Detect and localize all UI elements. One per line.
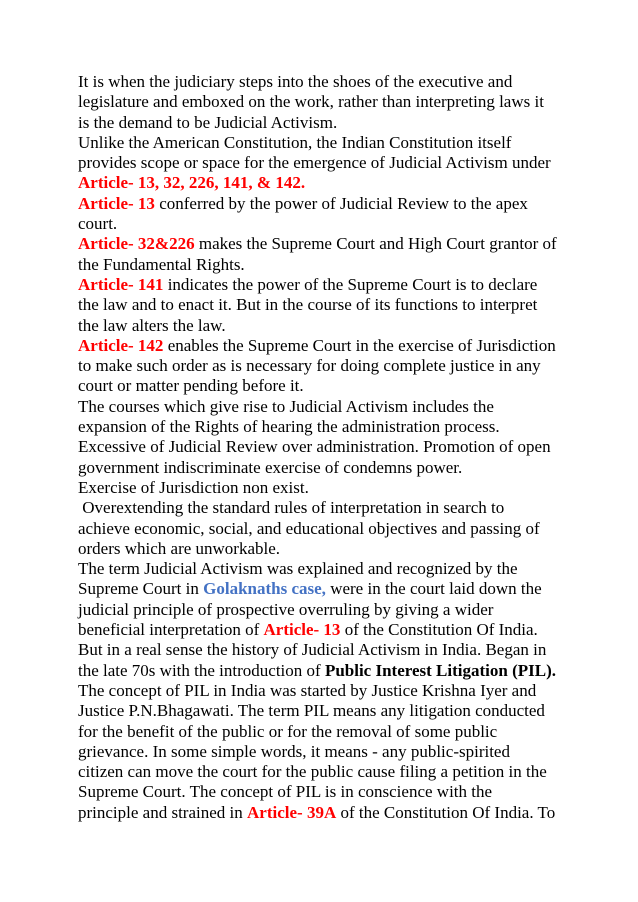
text-line [78, 437, 578, 457]
text-line [78, 722, 578, 742]
text-segment: Supreme Court in [78, 579, 204, 599]
text-segment: to make such order as is necessary for doing complete justice in any [78, 356, 541, 376]
text-line [78, 133, 578, 153]
text-line [78, 640, 578, 660]
bold-term: Public Interest Litigation (PIL). [324, 660, 557, 680]
document-page [78, 72, 578, 823]
text-segment: were in the court laid down the [325, 579, 542, 599]
text-line [78, 316, 578, 336]
text-line [78, 336, 578, 356]
text-line [78, 600, 578, 620]
text-segment: of the Constitution Of India. To [336, 802, 556, 822]
text-line [78, 681, 578, 701]
text-segment: the Fundamental Rights. [78, 254, 245, 274]
text-segment: of the Constitution Of India. [340, 620, 538, 640]
text-line [78, 579, 578, 599]
text-segment: Excessive of Judicial Review over administration. Promotion of open [78, 437, 551, 457]
text-line [78, 539, 578, 559]
text-segment: Justice P.N.Bhagawati. The term PIL means any litigation conducted [78, 701, 545, 721]
text-line [78, 742, 578, 762]
text-line [78, 762, 578, 782]
text-segment: The courses which give rise to Judicial Activism includes the [78, 396, 494, 416]
text-line [78, 234, 578, 254]
text-segment: Overextending the standard rules of interpretation in search to [78, 498, 505, 518]
text-line [78, 559, 578, 579]
text-line [78, 356, 578, 376]
text-segment: the late 70s with the introduction of [78, 660, 325, 680]
text-line [78, 397, 578, 417]
text-segment: grievance. In some simple words, it means - any public-spirited [78, 741, 510, 761]
text-line [78, 153, 578, 173]
text-segment: indicates the power of the Supreme Court is to declare [163, 274, 538, 294]
text-line [78, 498, 578, 518]
text-segment: is the demand to be Judicial Activism. [78, 112, 338, 132]
text-segment: orders which are unworkable. [78, 538, 281, 558]
text-line [78, 214, 578, 234]
text-segment: judicial principle of prospective overruling by giving a wider [78, 599, 494, 619]
text-line [78, 72, 578, 92]
text-line [78, 376, 578, 396]
text-line [78, 255, 578, 275]
text-segment: beneficial interpretation of [78, 620, 264, 640]
text-line [78, 519, 578, 539]
text-segment: Unlike the American Constitution, the Indian Constitution itself [78, 132, 512, 152]
text-segment: principle and strained in [78, 802, 248, 822]
text-segment: achieve economic, social, and educational objectives and passing of [78, 518, 540, 538]
text-line [78, 661, 578, 681]
text-segment: the law alters the law. [78, 315, 226, 335]
article-reference: Article- 32&226 [78, 234, 195, 254]
text-line [78, 295, 578, 315]
text-line [78, 417, 578, 437]
text-line [78, 478, 578, 498]
article-reference: Article- 142 [78, 335, 164, 355]
text-segment: It is when the judiciary steps into the shoes of the executive and [78, 72, 513, 91]
text-line [78, 92, 578, 112]
text-segment: for the benefit of the public or for the removal of some public [78, 721, 498, 741]
text-segment: Supreme Court. The concept of PIL is in conscience with the [78, 782, 493, 802]
text-line [78, 620, 578, 640]
text-segment: The concept of PIL in India was started by Justice Krishna Iyer and [78, 680, 537, 700]
text-segment: legislature and emboxed on the work, rather than interpreting laws it [78, 92, 544, 112]
text-line [78, 782, 578, 802]
text-segment: court. [78, 214, 118, 234]
text-segment: government indiscriminate exercise of condemns power. [78, 457, 463, 477]
case-reference: Golaknaths case, [203, 579, 326, 599]
article-reference: Article- 13 [263, 620, 341, 640]
text-segment: provides scope or space for the emergence of Judicial Activism under [78, 153, 551, 173]
text-segment: court or matter pending before it. [78, 376, 304, 396]
text-segment: expansion of the Rights of hearing the administration process. [78, 417, 500, 437]
text-segment: the law and to enact it. But in the course of its functions to interpret [78, 295, 538, 315]
article-reference: Article- 39A [247, 802, 337, 822]
article-reference: Article- 141 [78, 274, 164, 294]
text-segment: The term Judicial Activism was explained and recognized by the [78, 559, 518, 579]
article-reference: Article- 13, 32, 226, 141, & 142. [78, 173, 306, 193]
text-segment: citizen can move the court for the public cause filing a petition in the [78, 762, 547, 782]
text-line [78, 803, 578, 823]
text-segment: Exercise of Jurisdiction non exist. [78, 477, 309, 497]
text-segment: enables the Supreme Court in the exercise of Jurisdiction [163, 335, 556, 355]
text-line [78, 194, 578, 214]
text-line [78, 113, 578, 133]
text-line [78, 173, 578, 193]
text-segment: makes the Supreme Court and High Court grantor of [194, 234, 557, 254]
text-segment: But in a real sense the history of Judicial Activism in India. Began in [78, 640, 547, 660]
article-reference: Article- 13 [78, 193, 155, 213]
text-segment: conferred by the power of Judicial Review to the apex [154, 193, 528, 213]
text-line [78, 275, 578, 295]
text-line [78, 701, 578, 721]
text-line [78, 458, 578, 478]
